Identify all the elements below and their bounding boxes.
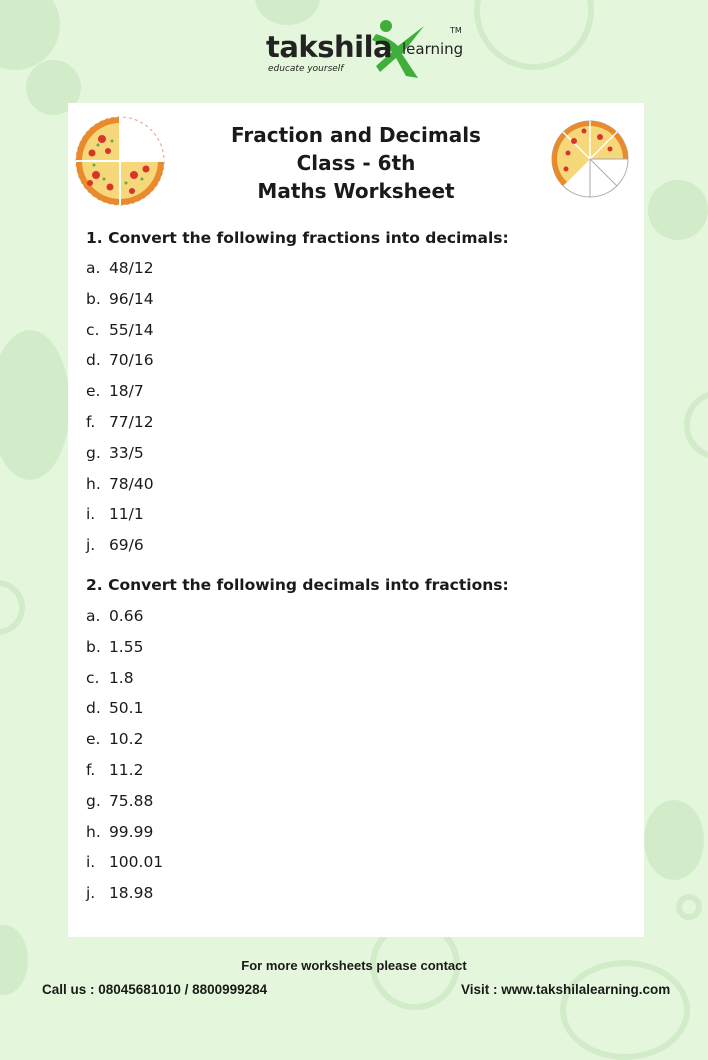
- list-item: d. 70/16: [86, 351, 154, 370]
- takshila-logo: [262, 22, 462, 82]
- list-item: j. 69/6: [86, 536, 144, 555]
- list-item: f. 11.2: [86, 760, 144, 779]
- list-item: g. 75.88: [86, 791, 154, 810]
- footer-website-link[interactable]: Visit : www.takshilalearning.com: [461, 982, 671, 997]
- question-2-list: [86, 601, 163, 909]
- list-item: h. 99.99: [86, 822, 154, 841]
- list-item: a. 0.66: [86, 607, 144, 625]
- list-item: c. 55/14: [86, 320, 154, 339]
- bg-circle: [644, 800, 704, 880]
- logo-brand: takshila: [266, 30, 393, 64]
- list-item: g. 33/5: [86, 443, 144, 462]
- list-item: i. 100.01: [86, 853, 164, 872]
- list-item: a. 48/12: [86, 259, 154, 277]
- question-1-list: [86, 253, 154, 561]
- question-2-heading: 2. Convert the following decimals into fractions:: [86, 576, 509, 594]
- list-item: e. 18/7: [86, 382, 144, 401]
- logo-tagline: educate yourself: [268, 64, 344, 74]
- worksheet-sheet: [68, 103, 644, 937]
- question-1-heading: 1. Convert the following fractions into decimals:: [86, 229, 509, 247]
- bg-ring: [684, 390, 708, 460]
- list-item: h. 78/40: [86, 474, 154, 493]
- footer-phone: Call us : 08045681010 / 8800999284: [42, 982, 268, 997]
- list-item: b. 96/14: [86, 289, 154, 308]
- logo-trademark: TM: [450, 26, 462, 35]
- bg-circle: [648, 180, 708, 240]
- footer-contact-text: For more worksheets please contact: [241, 958, 467, 973]
- list-item: b. 1.55: [86, 637, 144, 656]
- worksheet-title: [68, 121, 644, 205]
- bg-ring: [560, 960, 690, 1060]
- list-item: d. 50.1: [86, 699, 144, 718]
- list-item: f. 77/12: [86, 412, 154, 431]
- logo-suffix: learning: [402, 40, 464, 58]
- bg-ring: [474, 0, 594, 70]
- title-line-1: Fraction and Decimals: [231, 123, 481, 147]
- bg-ring: [676, 894, 702, 920]
- list-item: e. 10.2: [86, 730, 144, 749]
- bg-circle: [0, 330, 70, 480]
- list-item: i. 11/1: [86, 505, 144, 524]
- title-line-2: Class - 6th: [296, 151, 416, 175]
- list-item: c. 1.8: [86, 668, 134, 687]
- bg-ring: [0, 580, 25, 635]
- list-item: j. 18.98: [86, 884, 154, 903]
- title-line-3: Maths Worksheet: [257, 179, 455, 203]
